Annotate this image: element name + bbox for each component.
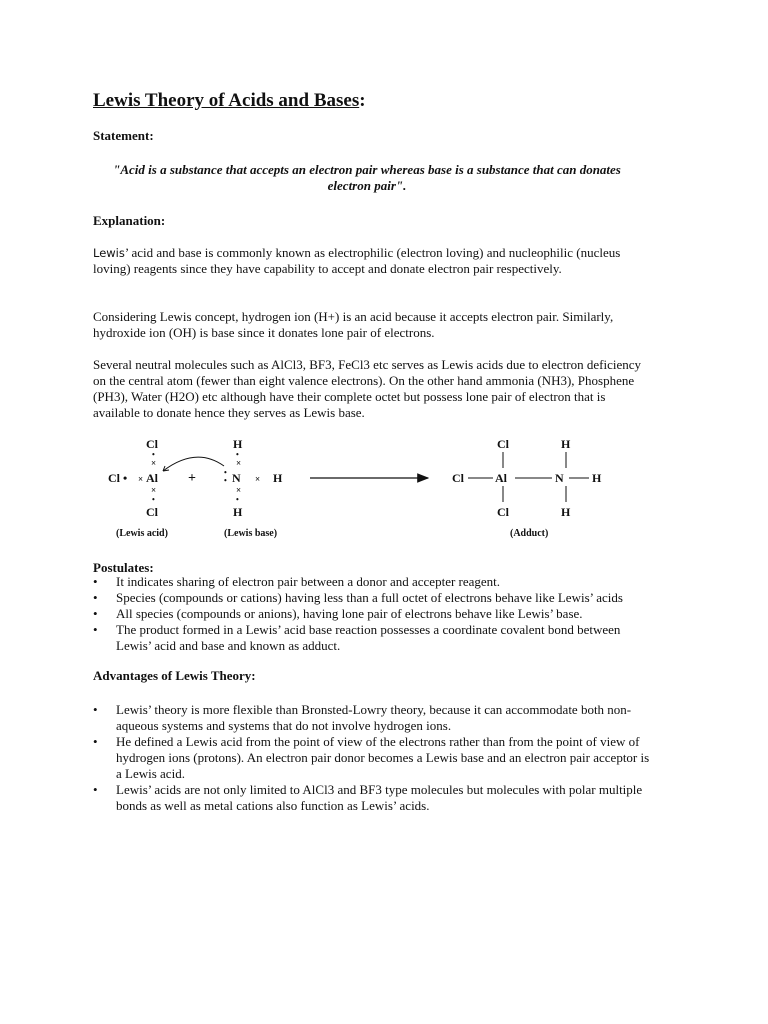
list-item: • Lewis’ acids are not only limited to AlCl3 and BF3 type molecules but molecules with polar multiple bonds as well as metal cations also function as Lewis’ acids.	[93, 782, 653, 814]
title-text: Lewis Theory of Acids and Bases	[93, 90, 360, 111]
base-h-top: H	[233, 437, 243, 451]
base-dot-bottom: •	[236, 495, 239, 504]
acid-cl-left: Cl •	[108, 471, 128, 485]
acid-cross-bottom: ×	[151, 485, 157, 495]
adduct-h-bottom: H	[561, 505, 571, 519]
explanation-paragraph-3: Several neutral molecules such as AlCl3, BF3, FeCl3 etc serves as Lewis acids due to electron deficiency on the central atom (fewer than eight valence electrons). On the other hand ammonia (NH3), Phosphene (PH3), Water (H2O) etc although have their complete octet but possess lone pair of electron that is available to donate hence they serves as Lewis base.	[93, 357, 642, 420]
statement-heading: Statement:	[93, 128, 154, 143]
postulates-list	[93, 574, 653, 654]
advantages-list	[93, 702, 653, 814]
list-item: • It indicates sharing of electron pair between a donor and accepter reagent.	[93, 574, 653, 590]
adduct-n: N	[555, 471, 564, 485]
adduct-h-right: H	[592, 471, 602, 485]
lewis-acid-label: (Lewis acid)	[116, 528, 168, 539]
base-n: N	[232, 471, 241, 485]
adduct-al: Al	[495, 471, 507, 485]
list-item: • Lewis’ theory is more flexible than Bronsted-Lowry theory, because it can accommodate both non-aqueous systems and systems that do not involve hydrogen ions.	[93, 702, 653, 734]
base-dot-top: •	[236, 450, 239, 459]
base-lone-pair-top: •	[224, 468, 227, 477]
paragraph-1-text: ’ acid and base is commonly known as electrophilic (electron loving) and nucleophilic (nucleus loving) reagents since they have capability to accept and donate electron pair respectively.	[93, 245, 621, 276]
lewis-base-label: (Lewis base)	[224, 528, 278, 539]
explanation-paragraph-1	[93, 245, 649, 277]
lewis-word: Lewis	[93, 246, 125, 260]
lewis-reaction-diagram	[96, 428, 626, 548]
postulates-heading: Postulates:	[93, 560, 154, 575]
list-item: • Species (compounds or cations) having less than a full octet of electrons behave like Lewis’ acids	[93, 590, 653, 606]
acid-cross-top: ×	[151, 458, 157, 468]
base-lone-pair-bottom: •	[224, 476, 227, 485]
acid-cross-left: ×	[138, 474, 144, 484]
plus-sign: +	[188, 471, 196, 486]
electron-transfer-arrow	[163, 457, 224, 471]
acid-dot-top: •	[152, 450, 155, 459]
statement-quote: "Acid is a substance that accepts an electron pair whereas base is a substance that can donates electron pair".	[113, 162, 621, 193]
explanation-heading: Explanation:	[93, 213, 166, 228]
base-h-bottom: H	[233, 505, 243, 519]
base-cross-right: ×	[255, 474, 261, 484]
adduct-cl-bottom: Cl	[497, 505, 509, 519]
base-cross-bottom: ×	[236, 485, 242, 495]
adduct-cl-top: Cl	[497, 437, 509, 451]
page-title	[93, 90, 366, 112]
adduct-h-top: H	[561, 437, 571, 451]
list-item: • All species (compounds or anions), having lone pair of electrons behave like Lewis’ base.	[93, 606, 653, 622]
explanation-paragraph-2: Considering Lewis concept, hydrogen ion (H+) is an acid because it accepts electron pair. Similarly, hydroxide ion (OH) is base since it donates lone pair of electrons.	[93, 309, 614, 340]
base-cross-top: ×	[236, 458, 242, 468]
adduct-label: (Adduct)	[510, 528, 549, 539]
advantages-heading: Advantages of Lewis Theory:	[93, 668, 256, 683]
acid-al: Al	[146, 471, 158, 485]
list-item: • The product formed in a Lewis’ acid base reaction possesses a coordinate covalent bond between Lewis’ acid and base and known as adduct.	[93, 622, 653, 654]
base-h-right: H	[273, 471, 283, 485]
acid-dot-bottom: •	[152, 495, 155, 504]
list-item: • He defined a Lewis acid from the point of view of the electrons rather than from the point of view of hydrogen ions (protons). An electron pair donor becomes a Lewis base and an electron pair acceptor is a Lewis acid.	[93, 734, 653, 782]
adduct-cl-left: Cl	[452, 471, 464, 485]
title-colon: :	[359, 90, 366, 111]
acid-cl-top: Cl	[146, 437, 158, 451]
acid-cl-bottom: Cl	[146, 505, 158, 519]
